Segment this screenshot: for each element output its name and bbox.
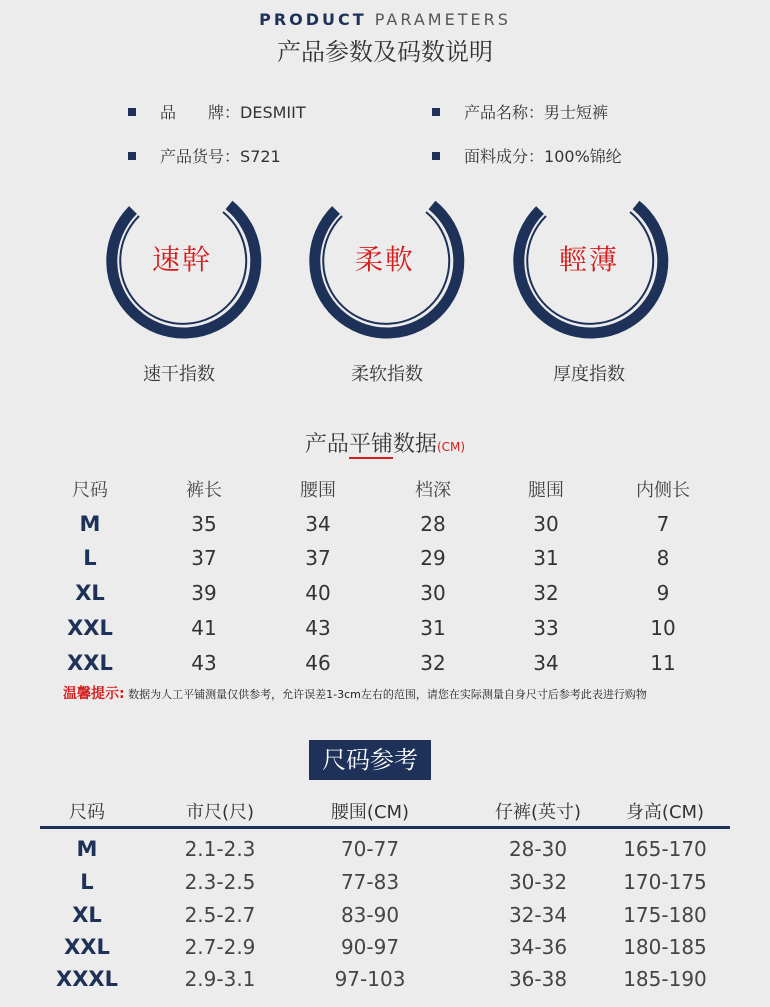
flat-table-cell: 39 — [191, 581, 217, 605]
flat-table-cell: 10 — [650, 616, 676, 640]
size-ref-cell: 34-36 — [508, 935, 568, 959]
flat-table-cell: 37 — [305, 546, 331, 570]
flat-title-unit: (CM) — [436, 440, 466, 454]
flat-title-post: 数据 — [392, 432, 437, 457]
size-ref-size: XL — [72, 903, 102, 927]
flat-table-cell: 8 — [656, 546, 670, 570]
size-ref-size: XXXL — [56, 967, 118, 991]
flat-table-cell: 33 — [533, 616, 559, 640]
param-value: DESMIIT — [240, 103, 306, 122]
size-ref-header: 尺码 — [69, 802, 105, 823]
flat-table-cell: 11 — [650, 651, 676, 675]
size-ref-cell: 2.5-2.7 — [184, 903, 256, 927]
flat-table-cell: 32 — [533, 581, 559, 605]
size-ref-cell: 36-38 — [508, 967, 568, 991]
param-label: 品 牌 — [160, 103, 225, 122]
flat-table-cell: 37 — [191, 546, 217, 570]
feature-badge: 柔軟 — [354, 243, 415, 276]
flat-table-cell: 43 — [305, 616, 331, 640]
flat-table-header: 尺码 — [72, 480, 108, 501]
size-ref-cell: 28-30 — [508, 837, 568, 861]
size-ref-size: XXL — [64, 935, 110, 959]
flat-table-cell: 34 — [533, 651, 559, 675]
flat-table-header: 档深 — [415, 480, 451, 501]
flat-table-size: XXL — [67, 651, 113, 675]
size-ref-cell: 170-175 — [623, 870, 707, 894]
flat-table-cell: 29 — [420, 546, 446, 570]
size-ref-size: M — [76, 837, 98, 861]
flat-title-highlight: 平铺 — [348, 432, 393, 457]
size-ref-cell: 30-32 — [508, 870, 568, 894]
param-product-name: 产品名称：男士短裤 — [432, 100, 608, 123]
size-ref-title: 尺码参考 — [309, 740, 431, 780]
param-value: 100%锦纶 — [544, 147, 622, 166]
size-ref-cell: 2.7-2.9 — [184, 935, 256, 959]
warm-tip-text: 数据为人工平铺测量仅供参考，允许误差1-3cm左右的范围，请您在实际测量自身尺寸后参考此表进行购物 — [128, 688, 647, 701]
param-product-code: 产品货号：S721 — [128, 144, 281, 167]
flat-table-size: XL — [75, 581, 105, 605]
size-ref-size: L — [80, 870, 94, 894]
warm-tip-label: 温馨提示: — [63, 686, 125, 702]
flat-table-cell: 34 — [305, 512, 331, 536]
header-title-en-light: PARAMETERS — [374, 10, 511, 29]
size-ref-header: 仔裤(英寸) — [494, 802, 582, 823]
flat-table-cell: 46 — [305, 651, 331, 675]
flat-table-size: XXL — [67, 616, 113, 640]
size-ref-header: 身高(CM) — [625, 802, 705, 823]
feature-badge: 速幹 — [151, 243, 212, 276]
size-ref-cell: 83-90 — [340, 903, 400, 927]
size-ref-cell: 2.1-2.3 — [184, 837, 256, 861]
flat-table-cell: 35 — [191, 512, 217, 536]
flat-table-cell: 31 — [533, 546, 559, 570]
feature-label-quickdry: 速干指数 — [143, 364, 215, 385]
feature-label-thin: 厚度指数 — [553, 364, 625, 385]
size-ref-cell: 175-180 — [623, 903, 707, 927]
size-ref-header: 腰围(CM) — [330, 802, 410, 823]
flat-table-cell: 32 — [420, 651, 446, 675]
flat-table-cell: 9 — [656, 581, 670, 605]
size-ref-cell: 90-97 — [340, 935, 400, 959]
flat-table-cell: 28 — [420, 512, 446, 536]
flat-table-size: L — [83, 546, 97, 570]
param-fabric: 面料成分：100%锦纶 — [432, 144, 622, 167]
flat-table-cell: 43 — [191, 651, 217, 675]
flat-table-header: 内侧长 — [636, 480, 690, 501]
size-ref-cell: 32-34 — [508, 903, 568, 927]
param-brand: 品 牌：DESMIIT — [128, 100, 306, 123]
flat-table-cell: 7 — [656, 512, 670, 536]
flat-table-cell: 40 — [305, 581, 331, 605]
size-ref-cell: 77-83 — [340, 870, 400, 894]
flat-table-header: 裤长 — [186, 480, 222, 501]
param-label: 产品名称 — [464, 103, 529, 122]
flat-table-cell: 31 — [420, 616, 446, 640]
param-value: 男士短裤 — [544, 103, 609, 122]
size-ref-header: 市尺(尺) — [185, 802, 255, 823]
size-ref-cell: 2.9-3.1 — [184, 967, 256, 991]
size-ref-cell: 165-170 — [623, 837, 707, 861]
size-ref-cell: 97-103 — [334, 967, 406, 991]
flat-table-cell: 30 — [420, 581, 446, 605]
param-label: 产品货号 — [160, 147, 225, 166]
size-ref-cell: 2.3-2.5 — [184, 870, 256, 894]
size-ref-cell: 70-77 — [340, 837, 400, 861]
header-title-en-bold: PRODUCT — [259, 10, 367, 29]
flat-title-pre: 产品 — [304, 432, 349, 457]
feature-label-soft: 柔软指数 — [351, 364, 423, 385]
param-label: 面料成分 — [464, 147, 529, 166]
flat-table-size: M — [79, 512, 101, 536]
feature-badge: 輕薄 — [558, 243, 619, 276]
size-ref-cell: 180-185 — [623, 935, 707, 959]
param-value: S721 — [240, 147, 281, 166]
flat-table-cell: 30 — [533, 512, 559, 536]
flat-table-header: 腰围 — [300, 480, 336, 501]
header-title-cn: 产品参数及码数说明 — [277, 38, 493, 66]
size-ref-cell: 185-190 — [623, 967, 707, 991]
flat-table-header: 腿围 — [528, 480, 564, 501]
flat-table-cell: 41 — [191, 616, 217, 640]
